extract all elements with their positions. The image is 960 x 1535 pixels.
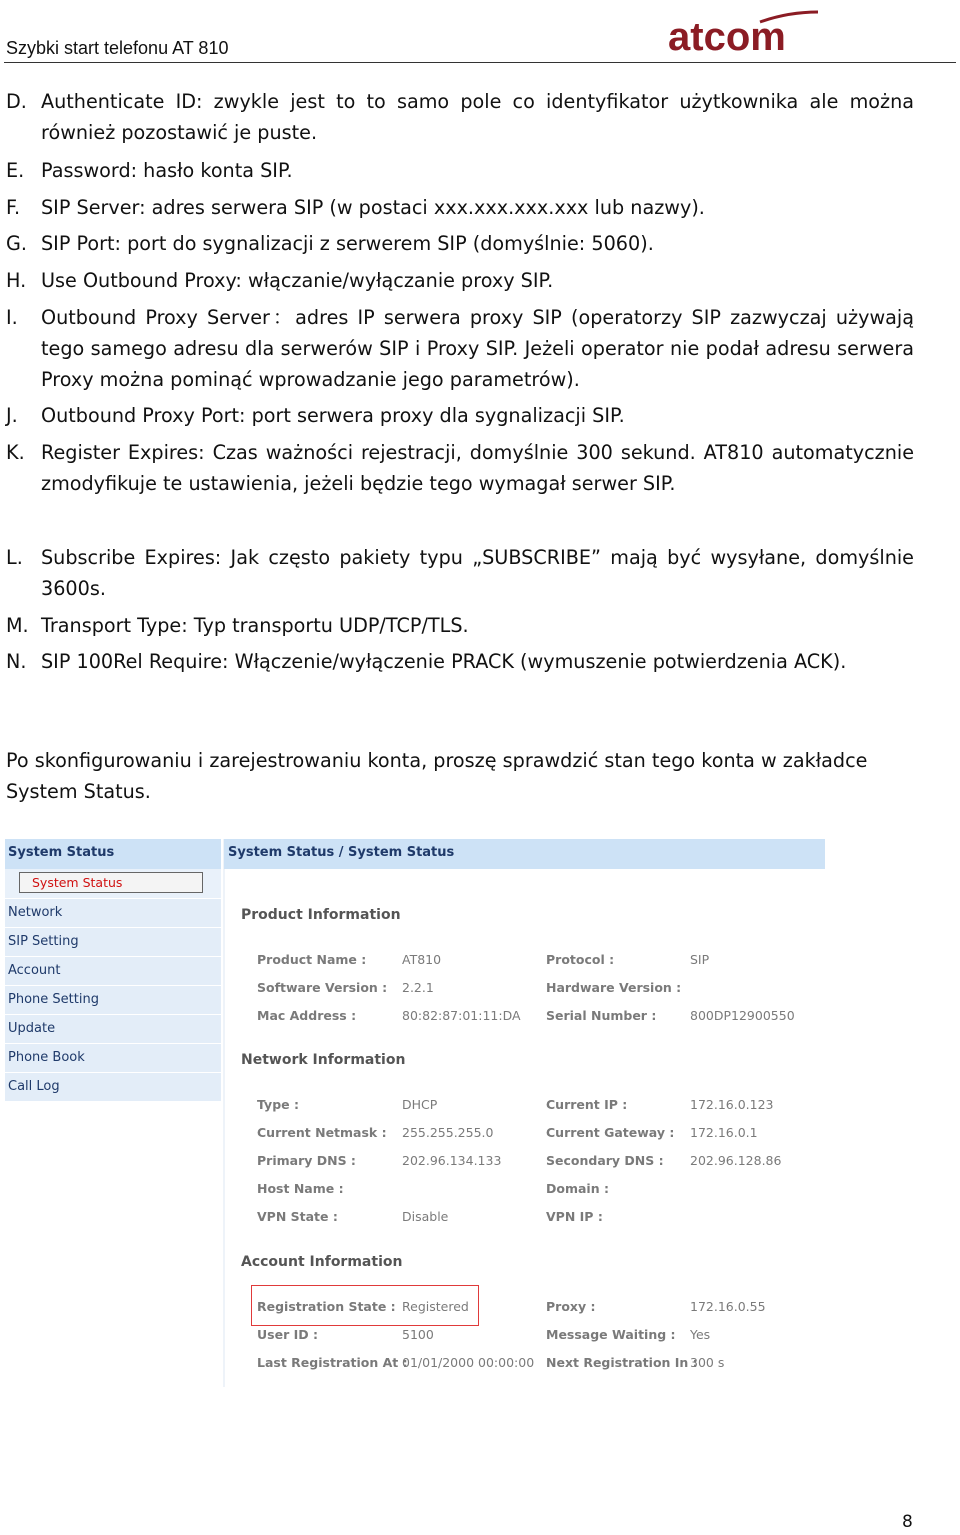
field-label: Hardware Version :	[546, 980, 682, 995]
list-item-h	[6, 265, 914, 296]
field-label: Next Registration In :	[546, 1355, 698, 1370]
field-label: Current IP :	[546, 1097, 628, 1112]
field-value: 300 s	[690, 1355, 725, 1370]
field-value: Yes	[690, 1327, 711, 1342]
list-item-g	[6, 228, 914, 259]
field-value: 172.16.0.123	[690, 1097, 774, 1112]
panel-divider	[223, 839, 225, 1387]
item-letter: H.	[6, 269, 27, 292]
item-text: SIP Server: adres serwera SIP (w postaci xxx.xxx.xxx.xxx lub nazwy).	[41, 196, 705, 219]
sidebar-item-system-status[interactable]: System Status	[19, 872, 203, 893]
field-label: Primary DNS :	[257, 1153, 356, 1168]
sidebar-item-sip-setting[interactable]: SIP Setting	[5, 927, 221, 956]
list-item-m	[6, 610, 914, 641]
field-label: Current Gateway :	[546, 1125, 675, 1140]
field-value: Disable	[402, 1209, 449, 1224]
field-label: Last Registration At :	[257, 1355, 408, 1370]
atcom-logo	[668, 8, 820, 58]
item-letter: D.	[6, 90, 27, 113]
item-letter: G.	[6, 232, 27, 255]
field-value: 80:82:87:01:11:DA	[402, 1008, 521, 1023]
field-value: DHCP	[402, 1097, 438, 1112]
section-title-account: Account Information	[241, 1254, 403, 1270]
field-label: Type :	[257, 1097, 299, 1112]
sidebar-item-account[interactable]: Account	[5, 956, 221, 985]
section-title-network: Network Information	[241, 1052, 406, 1068]
field-value: 5100	[402, 1327, 434, 1342]
item-text: Transport Type: Typ transportu UDP/TCP/TLS.	[41, 614, 469, 637]
field-value: 01/01/2000 00:00:00	[402, 1355, 535, 1370]
field-label: Current Netmask :	[257, 1125, 387, 1140]
field-value: 2.2.1	[402, 980, 434, 995]
header-divider	[4, 62, 956, 63]
field-value: 202.96.134.133	[402, 1153, 502, 1168]
field-value: AT810	[402, 952, 442, 967]
item-text: Subscribe Expires: Jak często pakiety typu „SUBSCRIBE” mają być wysyłane, domyślnie 3600s.	[41, 546, 914, 600]
sidebar-item-network[interactable]: Network	[5, 898, 221, 927]
sidebar-item-update[interactable]: Update	[5, 1014, 221, 1043]
instruction-paragraph: Po skonfigurowaniu i zarejestrowaniu konta, proszę sprawdzić stan tego konta w zakładce System Status.	[6, 749, 868, 803]
item-letter: I.	[6, 306, 18, 329]
item-text: Register Expires: Czas ważności rejestracji, domyślnie 300 sekund. AT810 automatycznie zmodyfikuje te ustawienia, jeżeli będzie tego wymagał serwer SIP.	[41, 441, 914, 495]
sidebar-submenu	[5, 869, 221, 898]
field-label: Domain :	[546, 1181, 609, 1196]
list-item-e	[6, 155, 914, 186]
list-item-j	[6, 400, 914, 431]
item-letter: J.	[6, 404, 18, 427]
item-letter: N.	[6, 650, 27, 673]
field-label: Product Name :	[257, 952, 367, 967]
item-text: SIP 100Rel Require: Włączenie/wyłączenie PRACK (wymuszenie potwierdzenia ACK).	[41, 650, 847, 673]
field-value: 202.96.128.86	[690, 1153, 782, 1168]
field-label: Registration State :	[257, 1299, 396, 1314]
field-label: User ID :	[257, 1327, 318, 1342]
field-label: Host Name :	[257, 1181, 344, 1196]
section-title-product: Product Information	[241, 907, 401, 923]
field-label: Mac Address :	[257, 1008, 357, 1023]
field-label: Software Version :	[257, 980, 388, 995]
list-item-n	[6, 646, 914, 677]
sidebar-header[interactable]: System Status	[5, 839, 221, 869]
item-letter: L.	[6, 546, 23, 569]
field-label: Protocol :	[546, 952, 615, 967]
document-header-title: Szybki start telefonu AT 810	[6, 38, 229, 58]
breadcrumb: System Status / System Status	[224, 839, 825, 869]
list-item-f	[6, 192, 914, 223]
field-value: 172.16.0.1	[690, 1125, 758, 1140]
list-item-k	[6, 437, 914, 499]
registration-state-value: Registered	[402, 1299, 469, 1314]
item-letter: K.	[6, 441, 25, 464]
sidebar-item-phone-setting[interactable]: Phone Setting	[5, 985, 221, 1014]
item-letter: F.	[6, 196, 21, 219]
field-value: 255.255.255.0	[402, 1125, 494, 1140]
sidebar-item-phone-book[interactable]: Phone Book	[5, 1043, 221, 1072]
field-label: VPN State :	[257, 1209, 338, 1224]
list-item-d	[6, 86, 914, 148]
list-item-i	[6, 302, 914, 395]
item-text: SIP Port: port do sygnalizacji z serwerem SIP (domyślnie: 5060).	[41, 232, 654, 255]
field-label: Serial Number :	[546, 1008, 657, 1023]
item-letter: E.	[6, 159, 25, 182]
field-value: SIP	[690, 952, 710, 967]
sidebar	[5, 839, 221, 1104]
item-letter: M.	[6, 614, 29, 637]
field-value: 172.16.0.55	[690, 1299, 766, 1314]
system-status-screenshot	[5, 839, 825, 1387]
field-label: Proxy :	[546, 1299, 596, 1314]
list-item-l	[6, 542, 914, 604]
item-text: Outbound Proxy Server：adres IP serwera proxy SIP (operatorzy SIP zazwyczaj używają tego samego adresu dla serwerów SIP i Proxy SIP. Jeżeli operator nie podał adresu serwera Proxy można pominąć wprowadzanie jego parametrów).	[41, 306, 914, 391]
svg-text:atcom: atcom	[668, 15, 786, 58]
item-text: Password: hasło konta SIP.	[41, 159, 293, 182]
field-label: VPN IP :	[546, 1209, 603, 1224]
field-value: 800DP12900550	[690, 1008, 795, 1023]
page-number: 8	[902, 1512, 913, 1532]
field-label: Message Waiting :	[546, 1327, 676, 1342]
item-text: Outbound Proxy Port: port serwera proxy dla sygnalizacji SIP.	[41, 404, 625, 427]
field-label: Secondary DNS :	[546, 1153, 664, 1168]
item-text: Use Outbound Proxy: włączanie/wyłączanie proxy SIP.	[41, 269, 554, 292]
item-text: Authenticate ID: zwykle jest to to samo pole co identyfikator użytkownika ale można również pozostawić je puste.	[41, 90, 914, 144]
sidebar-item-call-log[interactable]: Call Log	[5, 1072, 221, 1101]
